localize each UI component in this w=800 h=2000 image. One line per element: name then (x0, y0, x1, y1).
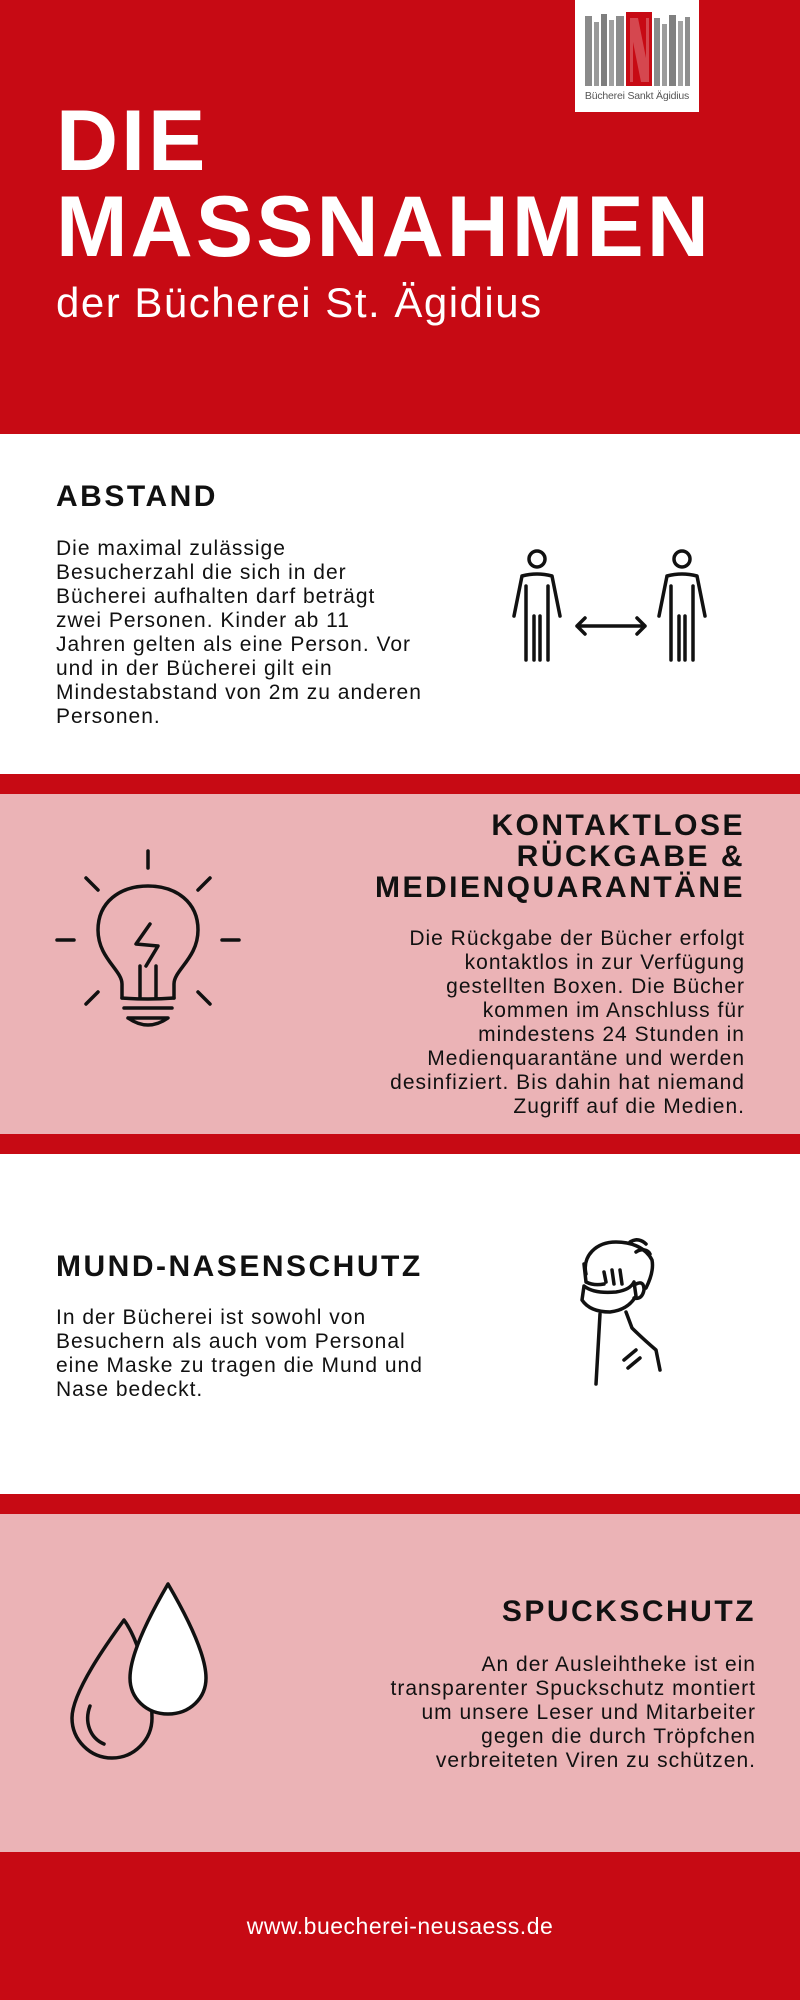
light-bulb-icon (54, 848, 242, 1034)
section-maske (0, 1154, 800, 1494)
logo-text: Bücherei Sankt Ägidius (584, 90, 690, 102)
section-title: MUND-NASENSCHUTZ (56, 1250, 423, 1283)
section-rueckgabe (0, 794, 800, 1134)
section-spuckschutz (0, 1514, 800, 1852)
title-line-2: MASSNAHMEN (56, 179, 712, 275)
section-divider (0, 1494, 800, 1514)
section-abstand (0, 434, 800, 774)
section-title: KONTAKTLOSE RÜCKGABE & MEDIENQUARANTÄNE (375, 809, 745, 904)
website-link[interactable]: www.buecherei-neusaess.de (246, 1913, 554, 1939)
header-banner (0, 0, 800, 434)
section-title: ABSTAND (56, 480, 218, 513)
section-body: An der Ausleihtheke ist ein transparenter Spuckschutz montiert um unsere Leser und Mitarbeiter gegen die durch Tröpfchen verbreiteten Viren zu schützen. (390, 1653, 756, 1772)
page-subtitle: der Bücherei St. Ägidius (56, 279, 543, 326)
section-body: Die maximal zulässige Besucherzahl die sich in der Bücherei aufhalten darf beträgt zwei Personen. Kinder ab 11 Jahren gelten als eine Person. Vor und in der Bücherei gilt ein Mindestabstand von 2m zu anderen Personen. (56, 537, 422, 728)
section-body: Die Rückgabe der Bücher erfolgt kontaktlos in zur Verfügung gestellten Boxen. Die Bücher kommen im Anschluss für mindestens 24 Stunden in Medienquarantäne und werden desinfiziert. Bis dahin hat niemand Zugriff auf die Medien. (390, 927, 745, 1118)
social-distance-icon (500, 546, 720, 676)
title-line-1: DIE (56, 93, 209, 189)
section-divider (0, 774, 800, 794)
section-title: SPUCKSCHUTZ (501, 1595, 756, 1628)
section-divider (0, 1134, 800, 1154)
library-logo (575, 0, 699, 112)
droplets-icon (66, 1582, 216, 1762)
logo-books-icon (583, 12, 691, 86)
face-mask-icon (570, 1234, 670, 1394)
section-body: In der Bücherei ist sowohl von Besuchern als auch vom Personal eine Maske zu tragen die Mund und Nase bedeckt. (56, 1306, 423, 1401)
